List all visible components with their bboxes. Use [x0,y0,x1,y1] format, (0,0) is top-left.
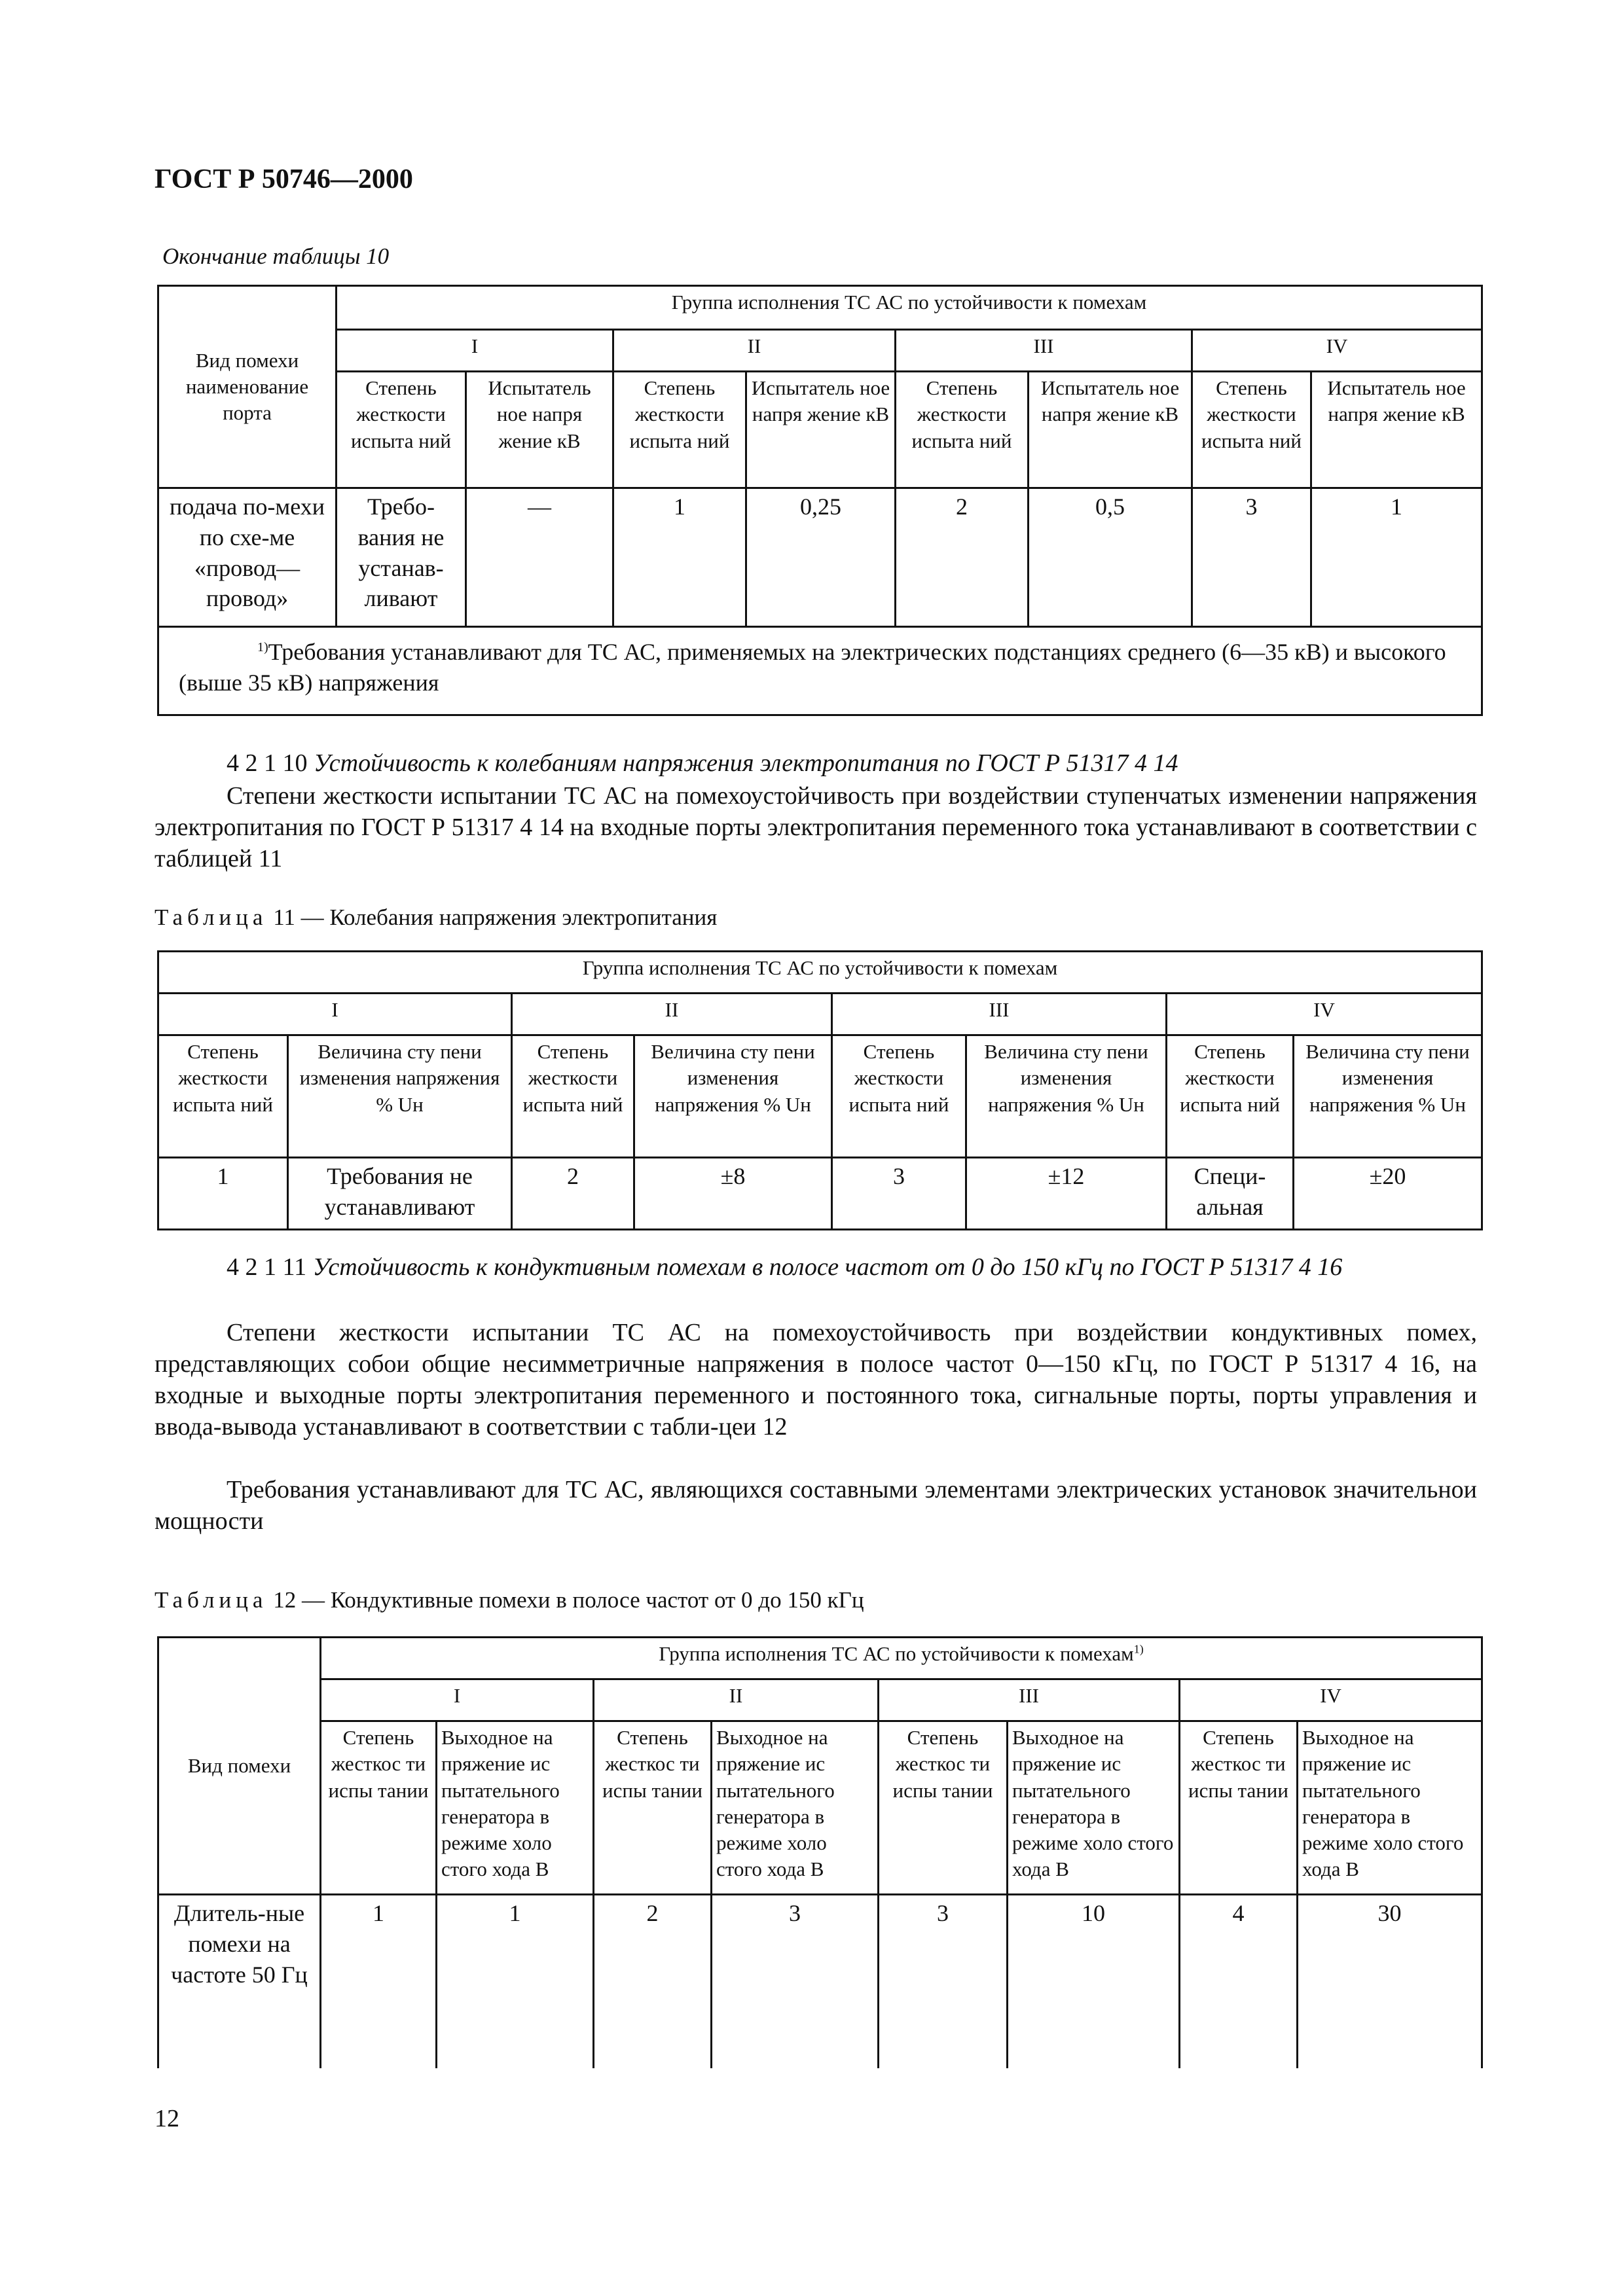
table10-col-voltage: Испытатель ное напря жение кВ [1311,372,1482,488]
table11-group-ii: II [512,994,832,1035]
document-title: ГОСТ Р 50746—2000 [155,164,413,194]
table10-cell: 3 [1192,488,1311,627]
table10-cell: Требо-вания не устанав-ливают [337,488,466,627]
table10-cell: 0,25 [746,488,896,627]
table10-col-voltage: Испытатель ное напря жение кВ [1029,372,1192,488]
table10-col-degree: Степень жесткости испыта ний [613,372,746,488]
table11-cell: 1 [158,1158,288,1230]
table12-col-degree: Степень жесткос ти испы тании [1180,1721,1298,1895]
table11-col-degree: Степень жесткости испыта ний [512,1035,634,1158]
table10-group-iii: III [896,330,1192,372]
table12-group-ii: II [594,1679,879,1721]
table10-cell: 0,5 [1029,488,1192,627]
table11-cell: ±8 [634,1158,832,1230]
table11-group-header: Группа исполнения ТС АС по устойчивости к помехам [158,952,1482,994]
table12-group-iii: III [879,1679,1180,1721]
table12-col-voltage: Выходное на пряжение ис пытательного генератора в режиме холо стого хода В [1008,1721,1180,1895]
table-11 [157,950,1483,1230]
table10-col-voltage: Испытатель ное напря жение кВ [466,372,613,488]
table10-group-header: Группа исполнения ТС АС по устойчивости к помехам [337,286,1482,330]
table10-col-voltage: Испытатель ное напря жение кВ [746,372,896,488]
table12-cell: 3 [712,1895,879,2068]
table12-col-degree: Степень жесткос ти испы тании [594,1721,712,1895]
table10-col-degree: Степень жесткости испыта ний [337,372,466,488]
table11-col-value: Величина сту пени изменения напряжения % Uн [288,1035,512,1158]
table-label: Таблица [155,1587,268,1613]
table11-cell: 3 [832,1158,966,1230]
table12-cell: 1 [321,1895,437,2068]
table10-col-degree: Степень жесткости испыта ний [896,372,1029,488]
page-number: 12 [155,2105,179,2132]
table12-group-iv: IV [1180,1679,1482,1721]
table12-cell: 3 [879,1895,1008,2068]
table11-cell: 2 [512,1158,634,1230]
table12-cell: 30 [1298,1895,1482,2068]
section-title: Устойчивость к колебаниям напряжения электропитания по ГОСТ Р 51317 4 14 [314,749,1178,777]
section-title: Устойчивость к кондуктивным помехам в полосе частот от 0 до 150 кГц по ГОСТ Р 51317 4 16 [312,1253,1343,1281]
table12-group-header-text: Группа исполнения ТС АС по устойчивости к помехам [659,1642,1134,1665]
table10-row-label: подача по-мехи по схе-ме «провод—провод» [158,488,337,627]
table11-col-value: Величина сту пени изменения напряжения % Uн [966,1035,1167,1158]
table12-row-label: Длитель-ные помехи на частоте 50 Гц [158,1895,321,2068]
table11-col-degree: Степень жесткости испыта ний [1167,1035,1294,1158]
table12-cell: 4 [1180,1895,1298,2068]
table-12 [157,1636,1483,2068]
table11-group-iii: III [832,994,1167,1035]
table11-col-value: Величина сту пени изменения напряжения % Uн [1294,1035,1482,1158]
table-continuation-caption: Окончание таблицы 10 [162,243,390,269]
table11-cell: ±12 [966,1158,1167,1230]
table11-col-degree: Степень жесткости испыта ний [158,1035,288,1158]
section-number: 4 2 1 11 [227,1253,307,1281]
table10-group-iv: IV [1192,330,1482,372]
table10-cell: 2 [896,488,1029,627]
table-10 [157,285,1483,716]
table10-row-header: Вид помехи наименование порта [158,286,337,488]
table12-col-voltage: Выходное на пряжение ис пытательного генератора в режиме холо стого хода В [437,1721,594,1895]
table12-col-degree: Степень жесткос ти испы тании [321,1721,437,1895]
table12-col-degree: Степень жесткос ти испы тании [879,1721,1008,1895]
section-number: 4 2 1 10 [227,749,308,777]
table12-col-voltage: Выходное на пряжение ис пытательного генератора в режиме холо стого хода В [1298,1721,1482,1895]
table11-group-i: I [158,994,512,1035]
table11-group-iv: IV [1167,994,1482,1035]
section-4-2-1-11-text2: Требования устанавливают для ТС АС, являющихся составными элементами электрических установок значительнои мощности [155,1476,1477,1535]
table12-group-i: I [321,1679,594,1721]
table-label: Таблица [155,905,268,930]
table11-cell: Специ-альная [1167,1158,1294,1230]
table-12-caption [155,1587,864,1613]
section-4-2-1-10-title [155,747,1477,779]
table10-group-i: I [337,330,613,372]
section-4-2-1-10-text: Степени жесткости испытании ТС АС на помехоустойчивость при воздействии ступенчатых изменении напряжения электропитания по ГОСТ Р 51317 4 14 на входные порты электропитания переменного тока устанавливают в соответствии с таблицей 11 [155,782,1477,872]
table11-col-value: Величина сту пени изменения напряжения % Uн [634,1035,832,1158]
table10-cell: 1 [1311,488,1482,627]
section-4-2-1-11-text1: Степени жесткости испытании ТС АС на помехоустойчивость при воздействии кондуктивных помех, представляющих собои общие несимметричные напряжения в полосе частот 0—150 кГц, по ГОСТ Р 51317 4 16, на входные и выходные порты электропитания переменного и постоянного тока, сигнальные порты, порты управления и ввода-вывода устанавливают в соответствии с табли-цеи 12 [155,1319,1477,1441]
table12-cell: 10 [1008,1895,1180,2068]
table-caption-text: 12 — Кондуктивные помехи в полосе частот от 0 до 150 кГц [273,1587,864,1613]
table10-footnote [158,627,1482,715]
table12-cell: 2 [594,1895,712,2068]
table12-row-header: Вид помехи [158,1638,321,1895]
table11-cell: Требования не устанавливают [288,1158,512,1230]
table10-cell: — [466,488,613,627]
table11-cell: ±20 [1294,1158,1482,1230]
footnote-text: Требования устанавливают для ТС АС, применяемых на электрических подстанциях среднего (6—35 кВ) и высокого (выше 35 кВ) напряжения [179,639,1446,696]
table10-group-ii: II [613,330,896,372]
table-11-caption [155,905,717,931]
table12-group-header [321,1638,1482,1679]
table12-group-header-mark: 1) [1133,1642,1144,1656]
table10-col-degree: Степень жесткости испыта ний [1192,372,1311,488]
table10-cell: 1 [613,488,746,627]
footnote-mark: 1) [257,640,268,655]
table-caption-text: 11 — Колебания напряжения электропитания [273,905,718,930]
table11-col-degree: Степень жесткости испыта ний [832,1035,966,1158]
table12-col-voltage: Выходное на пряжение ис пытательного генератора в режиме холо стого хода В [712,1721,879,1895]
table12-cell: 1 [437,1895,594,2068]
section-4-2-1-11-title [155,1251,1477,1283]
